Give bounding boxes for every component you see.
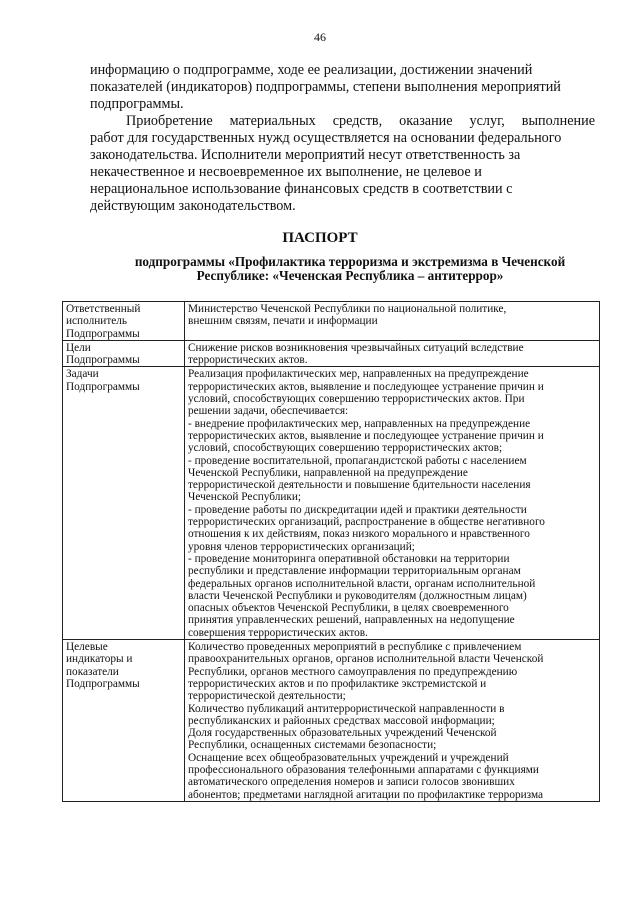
row-label-cell [63, 340, 185, 367]
row-label-cell [63, 302, 185, 341]
paragraph-1 [90, 62, 595, 113]
content-line: Снижение рисков возникновения чрезвычайных ситуаций вследствие [188, 341, 524, 354]
label-line: Цели [66, 341, 91, 354]
content-line: федеральных органов исполнительной власти, органам исполнительной [188, 577, 536, 590]
content-line: - проведение мониторинга оперативной обстановки на территории [188, 552, 510, 565]
label-line: Подпрограммы [66, 327, 140, 340]
content-line: террористических актов и по профилактике экстремистской и [188, 677, 487, 690]
content-line: правоохранительных органов, органов исполнительной власти Чеченской [188, 653, 544, 666]
content-line: - внедрение профилактических мер, направленных на предупреждение [188, 417, 531, 430]
row-content-cell [185, 340, 600, 367]
content-line: абонентов; предметами наглядной агитации по профилактике терроризма [188, 788, 544, 801]
subtitle-line: подпрограммы «Профилактика терроризма и экстремизма в Чеченской [134, 254, 566, 269]
content-line: совершения террористических актов. [188, 626, 368, 639]
content-line: профессионального образования телефонными аппаратами с функциями [188, 763, 539, 776]
row-label-cell [63, 640, 185, 802]
row-content-cell [185, 302, 600, 341]
table-row [63, 340, 600, 367]
content-line: Республики, органов местного самоуправления по предупреждению [188, 665, 518, 678]
content-line: террористических актов, выявление и последующее устранение причин и [188, 380, 544, 393]
content-line: автоматического определения номеров и записи голосов звонивших [188, 776, 515, 789]
text-line: работ для государственных нужд осуществляется на основании федерального [90, 130, 562, 146]
content-line: отношения к их действиям, показ низкого морального и нравственного [188, 528, 530, 541]
content-line: террористических актов, выявление и последующее устранение причин и [188, 429, 544, 442]
content-line: решении задачи, обеспечивается: [188, 405, 349, 418]
content-line: уровня членов террористических организаций; [188, 540, 415, 553]
content-line: террористических организаций, распространение в обществе негативного [188, 516, 545, 529]
content-line: республики и представление информации территориальным органам [188, 565, 521, 578]
content-line: Количество проведенных мероприятий в республике с привлечением [188, 641, 522, 654]
passport-subtitle [60, 255, 640, 283]
label-line: Целевые [66, 641, 108, 654]
content-line: террористических актов. [188, 354, 308, 367]
text-line: Приобретение материальных средств, оказание услуг, выполнение [126, 113, 595, 129]
table-row [63, 302, 600, 341]
content-line: условий, способствующих совершению террористических актов. При [188, 393, 525, 406]
content-line: условий, способствующих совершению террористических актов; [188, 442, 503, 455]
content-line: Оснащение всех общеобразовательных учреждений и учреждений [188, 751, 509, 764]
label-line: исполнитель [66, 315, 128, 328]
content-line: террористической деятельности; [188, 690, 346, 703]
text-line: информацию о подпрограмме, ходе ее реализации, достижении значений [90, 62, 533, 78]
page-number: 46 [314, 30, 326, 44]
content-line: - проведение работы по дискредитации идей и практики деятельности [188, 503, 527, 516]
content-line: принятия управленческих решений, направленных на недопущение [188, 614, 515, 627]
content-line: республиканских и районных средствах массовой информации; [188, 714, 495, 727]
content-line: внешним связям, печати и информации [188, 315, 378, 328]
label-line: Задачи [66, 368, 99, 381]
content-line: Министерство Чеченской Республики по национальной политике, [188, 303, 507, 315]
row-label-cell [63, 367, 185, 640]
text-line: законодательства. Исполнители мероприятий несут ответственность за [90, 147, 521, 163]
content-line: - проведение воспитательной, пропагандистской работы с населением [188, 454, 527, 467]
label-line: Подпрограммы [66, 354, 140, 367]
row-content-cell [185, 367, 600, 640]
text-line: показателей (индикаторов) подпрограммы, степени выполнения мероприятий [90, 79, 561, 95]
content-line: опасных объектов Чеченской Республики, в целях своевременного [188, 602, 509, 615]
label-line: Ответственный [66, 303, 141, 315]
content-line: Республики, оснащенных системами безопасности; [188, 739, 437, 752]
paragraph-2 [90, 113, 595, 215]
subtitle-line: Республике: «Чеченская Республика – антитеррор» [196, 268, 504, 283]
table-row [63, 367, 600, 640]
label-line: показатели [66, 665, 119, 678]
content-line: Реализация профилактических мер, направленных на предупреждение [188, 368, 529, 381]
content-line: власти Чеченской Республики и руководителям (должностным лицам) [188, 589, 527, 602]
row-content-cell [185, 640, 600, 802]
table-row [63, 640, 600, 802]
label-line: индикаторы и [66, 653, 133, 666]
content-line: Чеченской Республики; [188, 491, 302, 504]
body-text [90, 62, 595, 215]
label-line: Подпрограммы [66, 380, 140, 393]
text-line: нерациональное использование финансовых средств в соответствии с [90, 181, 513, 197]
content-line: террористической деятельности и повышение бдительности населения [188, 479, 531, 492]
content-line: Количество публикаций антитеррористической направленности в [188, 702, 505, 715]
text-line: подпрограммы. [90, 96, 184, 112]
label-line: Подпрограммы [66, 677, 140, 690]
content-line: Доля государственных образовательных учреждений Чеченской [188, 727, 497, 740]
passport-title: ПАСПОРТ [282, 230, 358, 246]
content-line: Чеченской Республики, направленной на предупреждение [188, 466, 468, 479]
text-line: действующим законодательством. [90, 198, 296, 214]
passport-table [62, 301, 600, 802]
text-line: некачественное и несвоевременное их выполнение, не целевое и [90, 164, 482, 180]
